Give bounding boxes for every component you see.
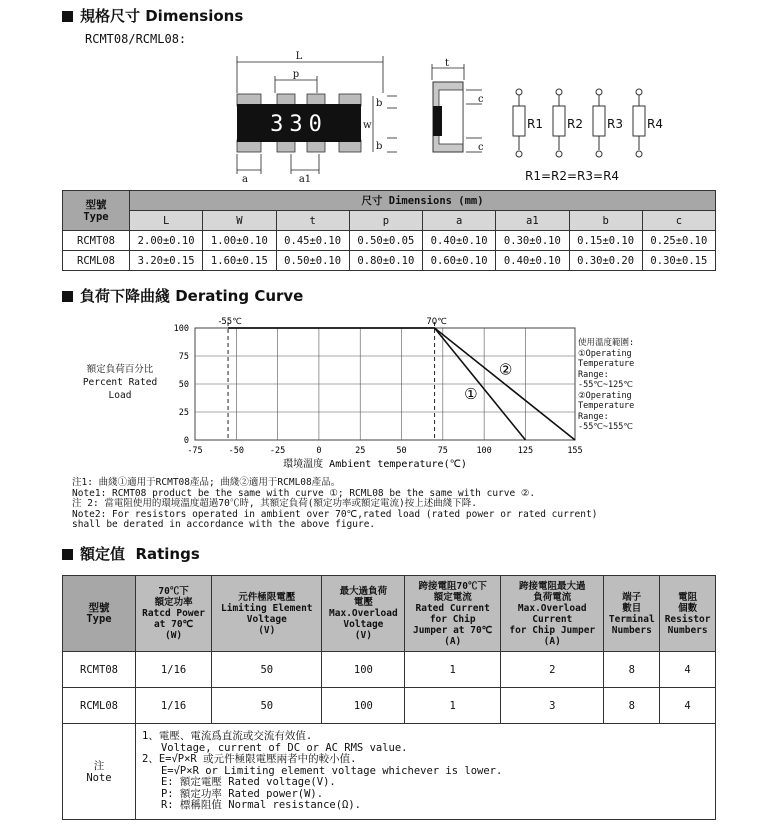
section-square-icon	[62, 11, 73, 22]
table-cell: 0.40±0.10	[423, 231, 496, 251]
legend-line: ①Operating	[578, 348, 632, 359]
note-line: 1、電壓、電流爲直流或交流有效值.	[142, 730, 313, 743]
table-cell: 100	[322, 688, 405, 724]
note-line: 2、E=√P×R 或元件極限電壓兩者中的較小值.	[142, 753, 357, 766]
legend-line: -55℃~125℃	[578, 380, 633, 390]
table-cell: 1	[405, 688, 501, 724]
table-row	[63, 231, 716, 251]
y-tick-label: 50	[178, 380, 189, 390]
dim-label-b-bottom: b	[376, 141, 383, 152]
dim-label-b-top: b	[376, 98, 383, 109]
table-cell: 1/16	[136, 652, 212, 688]
note-line: shall be derated in accordance with the above figure.	[72, 519, 376, 531]
x-tick-label: 100	[476, 446, 492, 456]
ratings-header: 型號 Type	[63, 576, 136, 652]
chip-side-view	[420, 60, 495, 160]
table-cell: 1.60±0.15	[203, 251, 276, 271]
legend-line: -55℃~155℃	[578, 422, 633, 432]
note-line: 注 2: 當電阻使用的環境溫度超過70℃時, 其額定負荷(額定功率或額定電流)按上述曲綫下降.	[72, 498, 477, 510]
dim-col-header: p	[349, 211, 422, 231]
ratings-table	[62, 575, 716, 820]
table-cell: 50	[212, 652, 322, 688]
note-line: R: 標稱阻值 Normal resistance(Ω).	[142, 799, 362, 812]
chart-legend	[578, 338, 634, 433]
legend-line: ②Operating	[578, 390, 632, 401]
dim-label-t: t	[445, 58, 450, 69]
y-tick-label: 100	[173, 324, 189, 334]
table-cell: 2.00±0.10	[130, 231, 203, 251]
legend-line: Range:	[578, 369, 609, 380]
x-tick-label: 155	[567, 446, 583, 456]
dim-col-header: L	[130, 211, 203, 231]
ratings-header: 跨接電阻70℃下 額定電流 Rated Current for Chip Jumper at 70℃ (A)	[405, 576, 501, 652]
dim-type-header: 型號 Type	[63, 191, 130, 231]
derating-notes	[72, 478, 597, 531]
note-line: 注1: 曲綫①適用于RCMT08產品; 曲綫②適用于RCML08產品。	[72, 477, 341, 488]
section-square-icon	[62, 549, 73, 560]
table-cell: 0.50±0.10	[276, 251, 349, 271]
y-tick-label: 0	[183, 436, 189, 446]
table-cell: 0.50±0.05	[349, 231, 422, 251]
y-tick-label: 25	[178, 408, 189, 418]
table-row	[63, 688, 716, 724]
table-cell: 0.80±0.10	[349, 251, 422, 271]
table-row	[63, 251, 716, 271]
x-tick-label: -75	[187, 446, 203, 456]
legend-title: 使用溫度範圍:	[578, 338, 635, 348]
derating-title: 負荷下降曲綫 Derating Curve	[62, 285, 303, 306]
table-cell: 0.30±0.10	[496, 231, 569, 251]
ratings-title: 額定值 Ratings	[62, 543, 200, 564]
table-cell: RCMT08	[63, 231, 130, 251]
dim-col-header: a1	[496, 211, 569, 231]
chart-annotation: 70℃	[426, 317, 447, 327]
table-row	[63, 724, 716, 820]
dim-label-L: L	[295, 51, 303, 62]
chart-annotation: -55℃	[218, 317, 242, 327]
ratings-header: 跨接電阻最大過 負荷電流 Max.Overload Current for Chip Jumper (A)	[501, 576, 604, 652]
dim-col-header: t	[276, 211, 349, 231]
chip-marking-text: 330	[270, 112, 328, 137]
x-tick-label: 125	[517, 446, 534, 456]
resistor-label-r4: R4	[647, 117, 663, 131]
table-cell: 4	[660, 688, 716, 724]
table-cell: 0.30±0.20	[569, 251, 642, 271]
table-cell: 0.15±0.10	[569, 231, 642, 251]
legend-line: Temperature	[578, 359, 635, 369]
dim-label-c-top: c	[478, 94, 484, 105]
dimensions-table	[62, 190, 716, 271]
table-cell: 4	[660, 652, 716, 688]
x-tick-label: 50	[396, 446, 407, 456]
table-cell: 1/16	[136, 688, 212, 724]
chip-dimension-drawing	[225, 48, 405, 188]
x-tick-label: -25	[269, 446, 286, 456]
dim-col-header: b	[569, 211, 642, 231]
resistor-network-schematic	[505, 86, 685, 184]
dim-label-w: w	[363, 120, 372, 131]
y-axis-label-en: Percent Rated Load	[82, 377, 158, 401]
table-cell: 2	[501, 652, 604, 688]
note-line: Note1: RCMT08 product be the same with curve ①; RCML08 be the same with curve ②.	[72, 487, 536, 499]
table-cell: 1	[405, 652, 501, 688]
derating-chart	[160, 312, 583, 472]
table-cell: 1.00±0.10	[203, 231, 276, 251]
dimensions-title: 規格尺寸 Dimensions	[62, 5, 243, 26]
dimensions-subtitle: RCMT08/RCML08:	[85, 32, 187, 46]
table-cell: 0.40±0.10	[496, 251, 569, 271]
dim-label-a: a	[242, 174, 248, 185]
legend-line: Range:	[578, 411, 609, 422]
note-line: E=√P×R or Limiting element voltage whichever is lower.	[142, 764, 503, 777]
ratings-header: 端子 數目 Terminal Numbers	[604, 576, 660, 652]
table-cell: 3	[501, 688, 604, 724]
ratings-header: 最大過負荷 電壓 Max.Overload Voltage (V)	[322, 576, 405, 652]
table-cell: 0.30±0.15	[642, 251, 715, 271]
table-cell: 100	[322, 652, 405, 688]
table-cell: RCMT08	[63, 652, 136, 688]
table-cell: 0.45±0.10	[276, 231, 349, 251]
ratings-header: 元件極限電壓 Limiting Element Voltage (V)	[212, 576, 322, 652]
resistor-label-r3: R3	[607, 117, 623, 131]
ratings-notes	[136, 724, 716, 820]
ratings-header: 70℃下 額定功率 Ratcd Power at 70℃ (W)	[136, 576, 212, 652]
resistor-label-r2: R2	[567, 117, 583, 131]
table-row	[63, 652, 716, 688]
resistor-equation: R1=R2=R3=R4	[525, 169, 620, 183]
dim-label-a1: a1	[298, 174, 312, 185]
table-cell: RCML08	[63, 251, 130, 271]
y-tick-label: 75	[178, 352, 189, 362]
table-cell: 0.60±0.10	[423, 251, 496, 271]
dim-label-c-bottom: c	[478, 142, 484, 153]
table-cell: RCML08	[63, 688, 136, 724]
table-cell: 3.20±0.15	[130, 251, 203, 271]
dim-col-header: a	[423, 211, 496, 231]
x-tick-label: 75	[437, 446, 448, 456]
ratings-header: 電阻 個數 Resistor Numbers	[660, 576, 716, 652]
note-line: P: 額定功率 Rated power(W).	[142, 787, 324, 800]
y-axis-label	[70, 363, 170, 402]
chart-annotation: ①	[464, 385, 478, 404]
y-axis-label-cn: 額定負荷百分比	[86, 364, 154, 375]
legend-line: Temperature	[578, 401, 635, 411]
table-cell: 50	[212, 688, 322, 724]
table-cell: 0.25±0.10	[642, 231, 715, 251]
note-line: Voltage, current of DC or AC RMS value.	[142, 741, 408, 754]
note-line: E: 額定電壓 Rated voltage(V).	[142, 776, 336, 789]
resistor-label-r1: R1	[527, 117, 543, 131]
dim-col-header: W	[203, 211, 276, 231]
section-square-icon	[62, 291, 73, 302]
x-tick-label: 25	[355, 446, 366, 456]
dim-col-header: c	[642, 211, 715, 231]
note-line: Note2: For resistors operated in ambient over 70℃,rated load (rated power or rated current)	[72, 508, 598, 520]
x-tick-label: -50	[228, 446, 244, 456]
dim-group-header: 尺寸 Dimensions (mm)	[130, 191, 716, 211]
table-cell: 8	[604, 688, 660, 724]
x-axis-label: 環境溫度 Ambient temperature(℃)	[283, 459, 467, 470]
chart-annotation: ②	[498, 360, 513, 379]
note-label: 注 Note	[63, 724, 136, 820]
x-tick-label: 0	[316, 446, 322, 456]
dim-label-p: p	[292, 69, 300, 80]
table-cell: 8	[604, 652, 660, 688]
